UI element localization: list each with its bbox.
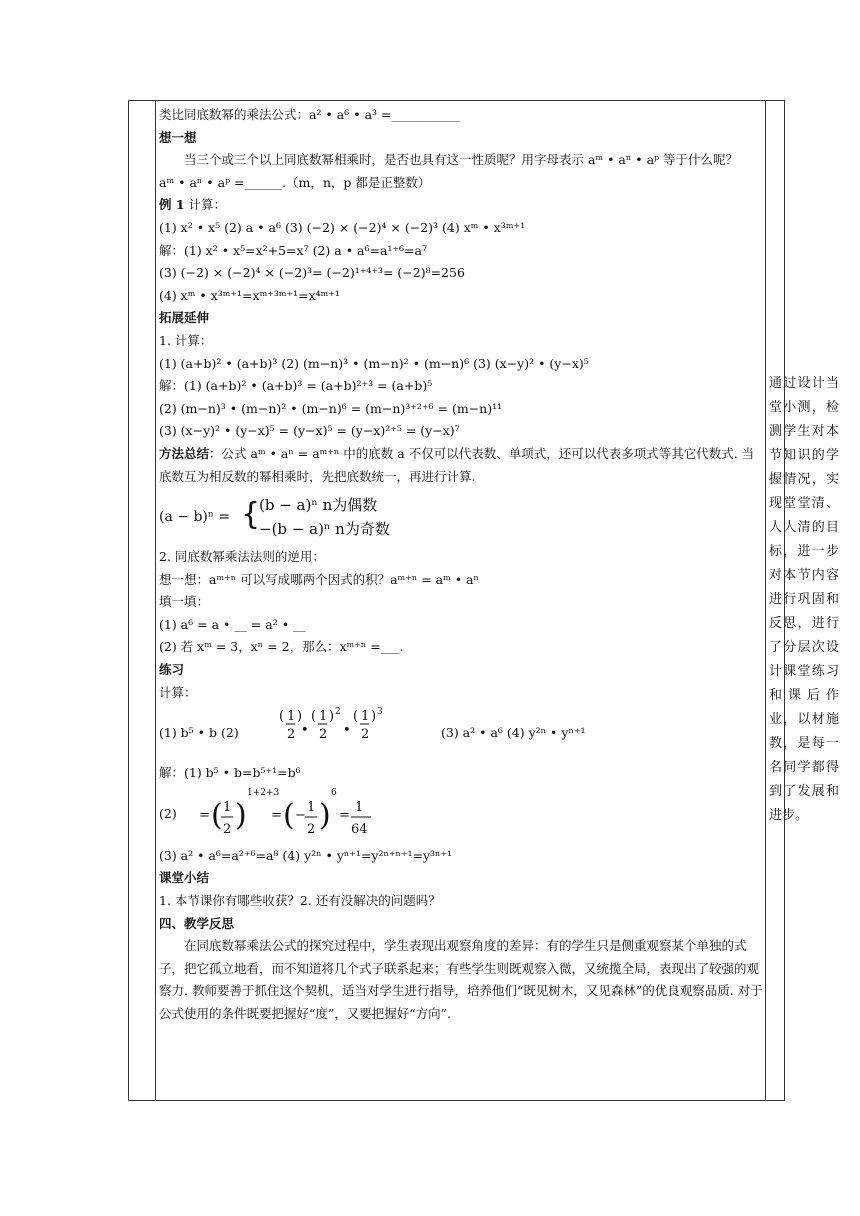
practice-3-4: (3) a² • a⁶ (4) y²ⁿ • yⁿ⁺¹ [441,725,586,741]
section-summary: 课堂小结 [159,870,210,886]
svg-text:2: 2 [287,727,296,743]
practice-1-2: (1) b⁵ • b (2) [159,725,239,741]
svg-text:1: 1 [361,709,370,725]
svg-text:=: = [199,807,210,823]
piecewise-formula [159,488,766,546]
reflection-text: 在同底数幂乘法公式的探究过程中，学生表现出观察角度的差异：有的学生只是侧重观察某个单独的式子，把它孤立地看，而不知道将几个式子联系起来；有些学生则既观察入微，又统揽全局，表现出了较强的观察力. 教师要善于抓住这个契机，适当对学生进行指导，培养他们“既见树木，又见森林”的优良观察品质. 对于公式使用的条件既要把握好“度”，又要把握好“方向”. [159,938,763,1021]
svg-text:2: 2 [319,727,328,743]
extension-solution-3: (3) (x−y)² • (y−x)⁵ = (y−x)⁵ = (y−x)²⁺⁵ = (y−x)⁷ [159,423,460,439]
svg-text:2: 2 [335,707,341,718]
practice-solution-1: 解：(1) b⁵ • b=b⁵⁺¹=b⁶ [159,765,301,781]
cases-odd: −(b − a)ⁿ n为奇数 [259,520,390,539]
inverse-think: 想一想：aᵐ⁺ⁿ 可以写成哪两个因式的积？aᵐ⁺ⁿ = aᵐ • aⁿ [159,571,479,587]
svg-text:•: • [343,723,351,739]
svg-text:3: 3 [377,707,383,718]
brace-icon: { [241,497,261,533]
svg-text:(: ( [353,709,359,725]
svg-text:): ) [319,797,331,833]
garbled-fraction-formula [277,706,427,758]
analogy-line: 类比同底数幂的乘法公式：a² • a⁶ • a³ =___________ [159,107,461,122]
svg-text:(: ( [211,797,223,833]
extension-solution-1: 解：(1) (a+b)² • (a+b)³ = (a+b)²⁺³ = (a+b)⁵ [159,378,433,394]
svg-text:−: − [295,807,306,823]
example-heading: 例 1 计算： [159,197,227,213]
svg-text:1: 1 [287,709,296,725]
section-think: 想一想 [159,129,197,145]
cases-even: (b − a)ⁿ n为偶数 [259,496,378,515]
main-content [159,104,766,1026]
svg-text:): ) [297,709,303,725]
svg-text:2: 2 [307,821,316,837]
svg-text:(: ( [279,709,285,725]
side-note: 通过设计当堂小测，检测学生对本节知识的学握情况，实现堂堂清、人人清的目标，进一步对本节内容进行巩固和反思，进行了分层次设计课堂练习和课后作业，以材施教，是每一名同学都得到了发展和进步。 [769,376,839,823]
svg-text:2: 2 [223,821,232,837]
fill-2: (2) 若 xᵐ = 3，xⁿ = 2，那么：xᵐ⁺ⁿ =___. [159,639,404,655]
svg-text:=: = [339,807,350,823]
practice-heading: 计算： [159,684,197,700]
fill-1: (1) a⁶ = a • __ = a² • __ [159,616,306,632]
method-summary: 方法总结：公式 aᵐ • aⁿ = aᵐ⁺ⁿ 中的底数 a 不仅可以代表数、单项式，还可以代表多项式等其它代数式. 当底数互为相反数的幂相乘时，先把底数统一，再进行计算. [159,445,755,484]
svg-text:•: • [301,723,309,739]
example-problems: (1) x² • x⁵ (2) a • a⁶ (3) (−2) × (−2)⁴ × (−2)³ (4) xᵐ • x³ᵐ⁺¹ [159,219,526,235]
section-reflection: 四、教学反思 [159,915,235,931]
section-practice: 练习 [159,662,185,678]
extension-heading: 1. 计算： [159,332,213,348]
svg-text:6: 6 [331,787,337,798]
fill-heading: 填一填： [159,594,210,610]
svg-text:): ) [329,709,335,725]
svg-text:1: 1 [355,799,364,815]
practice-problems [159,704,766,762]
cases-lhs: (a − b)ⁿ = [159,509,231,526]
svg-text:): ) [371,709,377,725]
example-solution-1: 解：(1) x² • x⁵=x²+5=x⁷ (2) a • a⁶=a¹⁺⁶=a⁷ [159,242,427,258]
section-extension: 拓展延伸 [159,310,210,326]
solution-2-label: (2) [159,805,177,821]
svg-text:1: 1 [319,709,328,725]
svg-text:1: 1 [223,799,232,815]
inverse-heading: 2. 同底数幂乘法法则的逆用： [159,549,325,565]
extension-solution-2: (2) (m−n)³ • (m−n)² • (m−n)⁶ = (m−n)³⁺²⁺⁶ = (m−n)¹¹ [159,400,503,416]
think-formula: aᵐ • aⁿ • aᵖ =______.（m，n，p 都是正整数） [159,174,431,190]
example-solution-4: (4) xᵐ • x³ᵐ⁺¹=xᵐ⁺³ᵐ⁺¹=x⁴ᵐ⁺¹ [159,287,340,303]
svg-text:2: 2 [361,727,370,743]
practice-solution-2 [159,785,766,845]
example-solution-3: (3) (−2) × (−2)⁴ × (−2)³= (−2)¹⁺⁴⁺³= (−2)⁸=256 [159,265,465,281]
svg-text:): ) [235,797,247,833]
svg-text:1+2+3: 1+2+3 [247,787,280,798]
summary-questions: 1. 本节课你有哪些收获？2. 还有没解决的问题吗？ [159,893,441,909]
svg-text:64: 64 [351,821,368,837]
svg-text:(: ( [311,709,317,725]
think-question: 当三个或三个以上同底数幂相乘时，是否也具有这一性质呢？用字母表示 aᵐ • aⁿ • aᵖ 等于什么呢？ [184,152,739,168]
svg-text:1: 1 [307,799,316,815]
svg-text:=: = [271,807,282,823]
fraction-power-formula [199,785,379,843]
practice-solution-3-4: (3) a² • a⁶=a²⁺⁶=a⁸ (4) y²ⁿ • yⁿ⁺¹=y²ⁿ⁺ⁿ⁺¹=y³ⁿ⁺¹ [159,847,453,863]
svg-text:(: ( [283,797,295,833]
extension-problems: (1) (a+b)² • (a+b)³ (2) (m−n)³ • (m−n)² • (m−n)⁶ (3) (x−y)² • (y−x)⁵ [159,355,589,371]
table-divider-left [155,101,156,1100]
